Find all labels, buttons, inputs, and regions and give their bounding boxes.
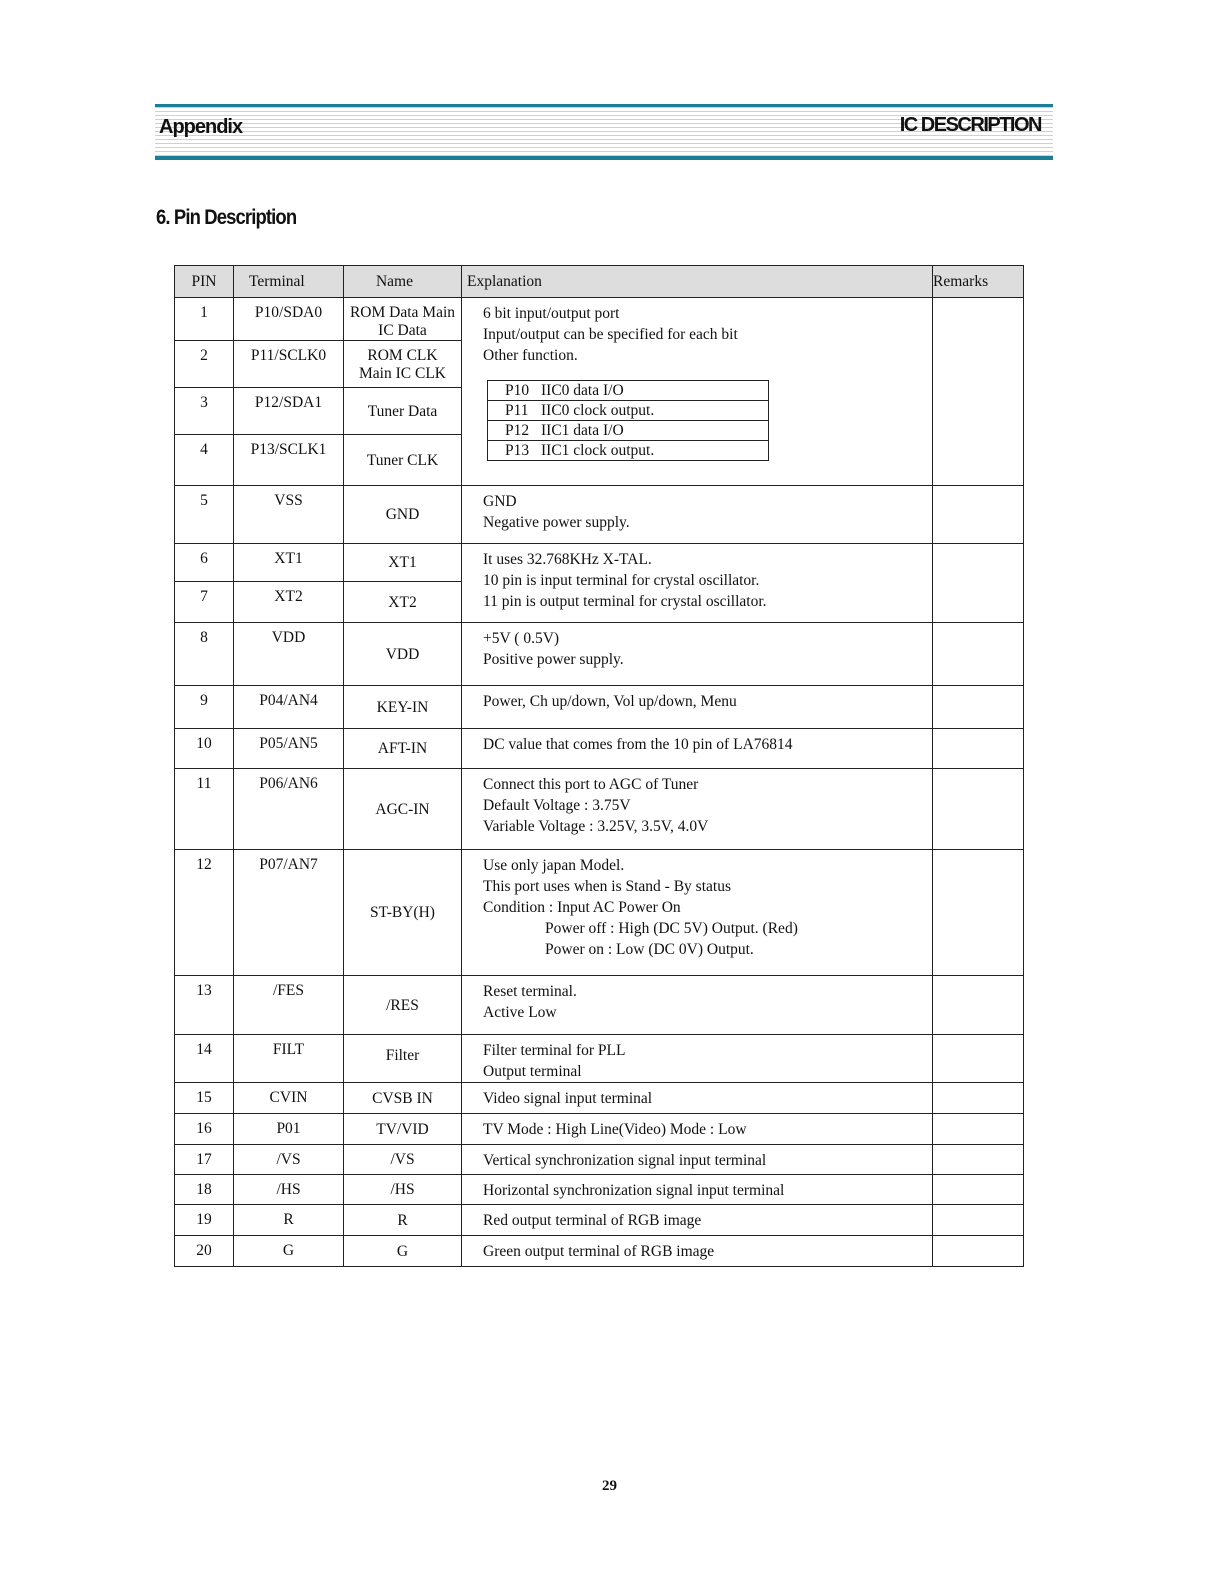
page-number: 29 — [602, 1478, 617, 1494]
pin-number: 16 — [175, 1114, 234, 1145]
explanation-line: Use only japan Model. — [483, 857, 625, 874]
terminal: /HS — [234, 1175, 344, 1205]
section-title: 6. Pin Description — [156, 206, 297, 229]
pin-number: 1 — [175, 298, 234, 341]
pin-name-line: /HS — [390, 1181, 415, 1198]
pin-number: 2 — [175, 341, 234, 388]
pin-name — [344, 1035, 462, 1083]
pin-name — [344, 769, 462, 850]
port-function: IIC1 data I/O — [533, 421, 769, 441]
table-row — [175, 486, 1024, 544]
pin-number: 12 — [175, 850, 234, 976]
table-row — [175, 298, 1024, 341]
pin-name — [344, 976, 462, 1035]
explanation — [462, 544, 933, 623]
table-row — [175, 1114, 1024, 1145]
subtable-row — [488, 421, 769, 441]
explanation-line: Power off : High (DC 5V) Output. (Red) — [545, 920, 798, 937]
pin-name — [344, 435, 462, 486]
explanation-line: Other function. — [483, 347, 578, 364]
explanation-line: Active Low — [483, 1004, 557, 1021]
table-header-row — [175, 266, 1024, 298]
pin-number: 5 — [175, 486, 234, 544]
table-row — [175, 686, 1024, 729]
table-row — [175, 850, 1024, 976]
table-row — [175, 1083, 1024, 1114]
remarks-cell — [933, 486, 1024, 544]
explanation — [462, 1035, 933, 1083]
explanation-line: 10 pin is input terminal for crystal oscillator. — [483, 572, 760, 589]
table-row — [175, 769, 1024, 850]
pin-number: 6 — [175, 544, 234, 582]
table-row — [175, 1236, 1024, 1267]
pin-number: 13 — [175, 976, 234, 1035]
pin-number: 4 — [175, 435, 234, 486]
pin-number: 3 — [175, 388, 234, 435]
explanation-line: Power on : Low (DC 0V) Output. — [545, 941, 754, 958]
table-row — [175, 544, 1024, 582]
terminal: P13/SCLK1 — [234, 435, 344, 486]
explanation-line: 6 bit input/output port — [483, 305, 620, 322]
table-row — [175, 976, 1024, 1035]
terminal: /FES — [234, 976, 344, 1035]
header-top-rule — [155, 104, 1053, 107]
port-function: IIC0 data I/O — [533, 381, 769, 401]
function-subtable — [487, 380, 769, 461]
pin-number: 9 — [175, 686, 234, 729]
header-left-title: Appendix — [159, 116, 243, 138]
explanation — [462, 1205, 933, 1236]
terminal: CVIN — [234, 1083, 344, 1114]
pin-name-line: XT2 — [388, 593, 417, 611]
pin-name-line: KEY-IN — [376, 698, 429, 716]
terminal: P12/SDA1 — [234, 388, 344, 435]
pin-number: 18 — [175, 1175, 234, 1205]
port-function: IIC1 clock output. — [533, 441, 769, 461]
pin-name — [344, 1145, 462, 1175]
remarks-cell — [933, 544, 1024, 623]
pin-name-line: ROM Data Main — [349, 304, 456, 321]
pin-name-line: GND — [385, 506, 420, 523]
pin-name-line: Filter — [385, 1047, 420, 1064]
pin-name — [344, 686, 462, 729]
explanation-line: It uses 32.768KHz X-TAL. — [483, 551, 652, 568]
port-label: P10 — [488, 381, 534, 401]
explanation — [462, 1236, 933, 1267]
explanation-line: Vertical synchronization signal input terminal — [483, 1152, 767, 1169]
explanation-line: +5V ( 0.5V) — [483, 630, 560, 647]
explanation — [462, 1175, 933, 1205]
terminal: /VS — [234, 1145, 344, 1175]
table-row — [175, 1205, 1024, 1236]
explanation — [462, 686, 933, 729]
explanation-line: Filter terminal for PLL — [483, 1042, 626, 1059]
remarks-cell — [933, 623, 1024, 686]
explanation — [462, 729, 933, 769]
terminal: G — [234, 1236, 344, 1267]
pin-number: 17 — [175, 1145, 234, 1175]
terminal: P04/AN4 — [234, 686, 344, 729]
pin-name-line: /RES — [386, 996, 419, 1014]
terminal: VDD — [234, 623, 344, 686]
pin-name-line: AFT-IN — [377, 740, 428, 757]
remarks-cell — [933, 976, 1024, 1035]
pin-number: 14 — [175, 1035, 234, 1083]
pin-description-table — [174, 265, 1024, 1267]
remarks-cell — [933, 729, 1024, 769]
pin-name-line: ST-BY(H) — [370, 904, 435, 921]
terminal: P05/AN5 — [234, 729, 344, 769]
pin-name — [344, 1083, 462, 1114]
explanation-line: Video signal input terminal — [483, 1090, 653, 1107]
pin-name-line: Main IC CLK — [359, 365, 446, 382]
pin-name-line: IC Data — [378, 322, 427, 339]
remarks-cell — [933, 850, 1024, 976]
explanation-line: Power, Ch up/down, Vol up/down, Menu — [483, 693, 737, 710]
terminal: P06/AN6 — [234, 769, 344, 850]
pin-name — [344, 1205, 462, 1236]
explanation-line: TV Mode : High Line(Video) Mode : Low — [483, 1121, 747, 1138]
table-row — [175, 729, 1024, 769]
pin-name — [344, 1114, 462, 1145]
explanation-line: 11 pin is output terminal for crystal oscillator. — [483, 593, 767, 610]
terminal: P07/AN7 — [234, 850, 344, 976]
explanation-line: Variable Voltage : 3.25V, 3.5V, 4.0V — [483, 818, 709, 835]
terminal: XT1 — [234, 544, 344, 582]
remarks-cell — [933, 1083, 1024, 1114]
pin-name-line: /VS — [390, 1151, 415, 1168]
col-header-terminal: Terminal — [234, 266, 344, 298]
subtable-row — [488, 441, 769, 461]
terminal: P11/SCLK0 — [234, 341, 344, 388]
subtable-row — [488, 381, 769, 401]
remarks-cell — [933, 298, 1024, 486]
pin-name — [344, 544, 462, 582]
pin-name-line: ROM CLK — [367, 347, 438, 364]
terminal: VSS — [234, 486, 344, 544]
explanation-line: Green output terminal of RGB image — [483, 1243, 715, 1260]
remarks-cell — [933, 686, 1024, 729]
pin-number: 19 — [175, 1205, 234, 1236]
explanation-line: Negative power supply. — [483, 514, 630, 531]
explanation-line: Connect this port to AGC of Tuner — [483, 776, 699, 793]
pin-number: 20 — [175, 1236, 234, 1267]
table-row — [175, 623, 1024, 686]
pin-name — [344, 298, 462, 341]
explanation — [462, 298, 933, 486]
pin-name — [344, 729, 462, 769]
remarks-cell — [933, 1145, 1024, 1175]
pin-name-line: G — [396, 1242, 409, 1260]
subtable-row — [488, 401, 769, 421]
port-label: P12 — [488, 421, 534, 441]
port-function: IIC0 clock output. — [533, 401, 769, 421]
page-header — [155, 104, 1053, 160]
terminal: XT2 — [234, 582, 344, 623]
explanation-line: Output terminal — [483, 1063, 582, 1080]
pin-name-line: Tuner CLK — [366, 451, 439, 469]
pin-name — [344, 388, 462, 435]
port-label: P13 — [488, 441, 534, 461]
terminal: P01 — [234, 1114, 344, 1145]
pin-name-line: Tuner Data — [367, 402, 438, 420]
explanation-line: This port uses when is Stand - By status — [483, 878, 731, 895]
explanation-line: GND — [483, 493, 517, 510]
port-label: P11 — [488, 401, 534, 421]
col-header-name: Name — [344, 266, 462, 298]
explanation — [462, 1114, 933, 1145]
pin-name — [344, 341, 462, 388]
pin-number: 8 — [175, 623, 234, 686]
header-bottom-rule — [155, 156, 1053, 160]
remarks-cell — [933, 1035, 1024, 1083]
pin-name — [344, 623, 462, 686]
pin-number: 11 — [175, 769, 234, 850]
pin-name — [344, 486, 462, 544]
explanation — [462, 769, 933, 850]
explanation — [462, 623, 933, 686]
pin-name-line: CVSB IN — [372, 1089, 433, 1107]
explanation-line: Reset terminal. — [483, 983, 577, 1000]
remarks-cell — [933, 769, 1024, 850]
pin-number: 7 — [175, 582, 234, 623]
explanation — [462, 976, 933, 1035]
header-right-title: IC DESCRIPTION — [899, 114, 1041, 136]
explanation-line: Horizontal synchronization signal input terminal — [483, 1182, 785, 1199]
col-header-remarks: Remarks — [933, 266, 1024, 298]
pin-number: 10 — [175, 729, 234, 769]
remarks-cell — [933, 1205, 1024, 1236]
table-row — [175, 1035, 1024, 1083]
remarks-cell — [933, 1114, 1024, 1145]
explanation-line: Positive power supply. — [483, 651, 624, 668]
explanation-line: Input/output can be specified for each bit — [483, 326, 738, 343]
table-row — [175, 1175, 1024, 1205]
explanation — [462, 486, 933, 544]
explanation-line: DC value that comes from the 10 pin of LA76814 — [483, 736, 793, 753]
pin-name-line: TV/VID — [376, 1120, 429, 1138]
pin-name — [344, 1236, 462, 1267]
pin-name-line: VDD — [385, 645, 420, 663]
pin-name — [344, 1175, 462, 1205]
pin-name — [344, 850, 462, 976]
pin-name-line: AGC-IN — [375, 800, 430, 818]
table-row — [175, 1145, 1024, 1175]
explanation-line: Condition : Input AC Power On — [483, 899, 681, 916]
explanation — [462, 850, 933, 976]
remarks-cell — [933, 1236, 1024, 1267]
terminal: FILT — [234, 1035, 344, 1083]
explanation — [462, 1083, 933, 1114]
col-header-pin: PIN — [175, 266, 234, 298]
explanation — [462, 1145, 933, 1175]
pin-name-line: XT1 — [388, 554, 417, 571]
terminal: R — [234, 1205, 344, 1236]
col-header-explanation: Explanation — [462, 266, 933, 298]
pin-name-line: R — [397, 1211, 408, 1229]
explanation-line: Default Voltage : 3.75V — [483, 797, 631, 814]
remarks-cell — [933, 1175, 1024, 1205]
explanation-line: Red output terminal of RGB image — [483, 1212, 702, 1229]
terminal: P10/SDA0 — [234, 298, 344, 341]
pin-number: 15 — [175, 1083, 234, 1114]
pin-name — [344, 582, 462, 623]
